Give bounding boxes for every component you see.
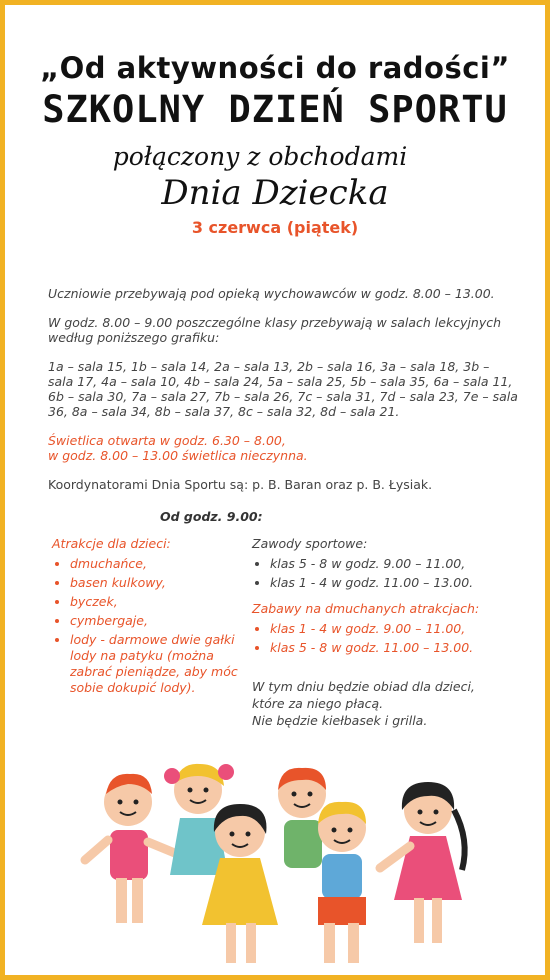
list-item: • dmuchańce, (70, 556, 242, 572)
list-item: • klas 1 - 4 w godz. 11.00 – 13.00. (270, 575, 522, 591)
schedule-column (252, 536, 522, 729)
lunch-note (252, 678, 522, 729)
subtitle-line2: Dnia Dziecka (161, 173, 389, 213)
dancing-children-illustration (80, 750, 480, 975)
lunch-note-line2: które za niego płacą. (252, 696, 384, 711)
care-hours: Uczniowie przebywają pod opieką wychowawców w godz. 8.00 – 13.00. (48, 286, 495, 301)
list-item: • cymbergaje, (70, 613, 242, 629)
inflatables-list (252, 621, 522, 656)
club-info-line1: Świetlica otwarta w godz. 6.30 – 8.00, (48, 433, 286, 448)
rooms-schedule: 1a – sala 15, 1b – sala 14, 2a – sala 13, 2b – sala 16, 3a – sala 18, 3b – sala 17, 4a – sala 10, 4b – sala 24, 5a – sala 25, 5b – sala 35, 6a – sala 11, 6b – sala 30, 7a – sala 27, 7b – sala 26, 7c – sala 31, 7d – sala 23, 7e – sala 36, 8a – sala 34, 8b – sala 37, 8c – sala 32, 8d – sala 21. (48, 359, 518, 419)
list-item: • klas 5 - 8 w godz. 9.00 – 11.00, (270, 556, 522, 572)
rooms-intro: W godz. 8.00 – 9.00 poszczególne klasy przebywają w salach lekcyjnych według poniższego grafiku: (48, 315, 502, 345)
competitions-list (252, 556, 522, 591)
lunch-note-line3: Nie będzie kiełbasek i grilla. (252, 713, 428, 728)
from-time: Od godz. 9.00: (160, 509, 263, 524)
header (0, 50, 550, 238)
slogan: „Od aktywności do radości” (40, 51, 510, 85)
list-item: • klas 1 - 4 w godz. 9.00 – 11.00, (270, 621, 522, 637)
list-item: • byczek, (70, 594, 242, 610)
list-item: • klas 5 - 8 w godz. 11.00 – 13.00. (270, 640, 522, 656)
list-item: • basen kulkowy, (70, 575, 242, 591)
event-date: 3 czerwca (piątek) (191, 218, 359, 237)
lunch-note-line1: W tym dniu będzie obiad dla dzieci, (252, 679, 475, 694)
list-item: • lody - darmowe dwie gałki lody na patyku (można zabrać pieniądze, aby móc sobie dokupić lody). (70, 632, 242, 696)
competitions-heading: Zawody sportowe: (252, 536, 368, 551)
attractions-list (52, 556, 242, 696)
page-title: SZKOLNY DZIEŃ SPORTU (42, 88, 508, 131)
info-section (48, 286, 518, 506)
coordinators: Koordynatorami Dnia Sportu są: p. B. Baran oraz p. B. Łysiak. (48, 477, 433, 492)
inflatables-heading: Zabawy na dmuchanych atrakcjach: (252, 601, 480, 616)
subtitle-line1: połączony z obchodami (112, 142, 408, 171)
attractions-heading: Atrakcje dla dzieci: (52, 536, 171, 551)
child-figure (85, 774, 182, 923)
child-figure (318, 802, 366, 963)
child-figure (278, 768, 326, 868)
club-info (48, 433, 518, 463)
club-info-line2: w godz. 8.00 – 13.00 świetlica nieczynna. (48, 448, 308, 463)
child-figure (380, 782, 465, 943)
attractions-column (52, 536, 242, 706)
